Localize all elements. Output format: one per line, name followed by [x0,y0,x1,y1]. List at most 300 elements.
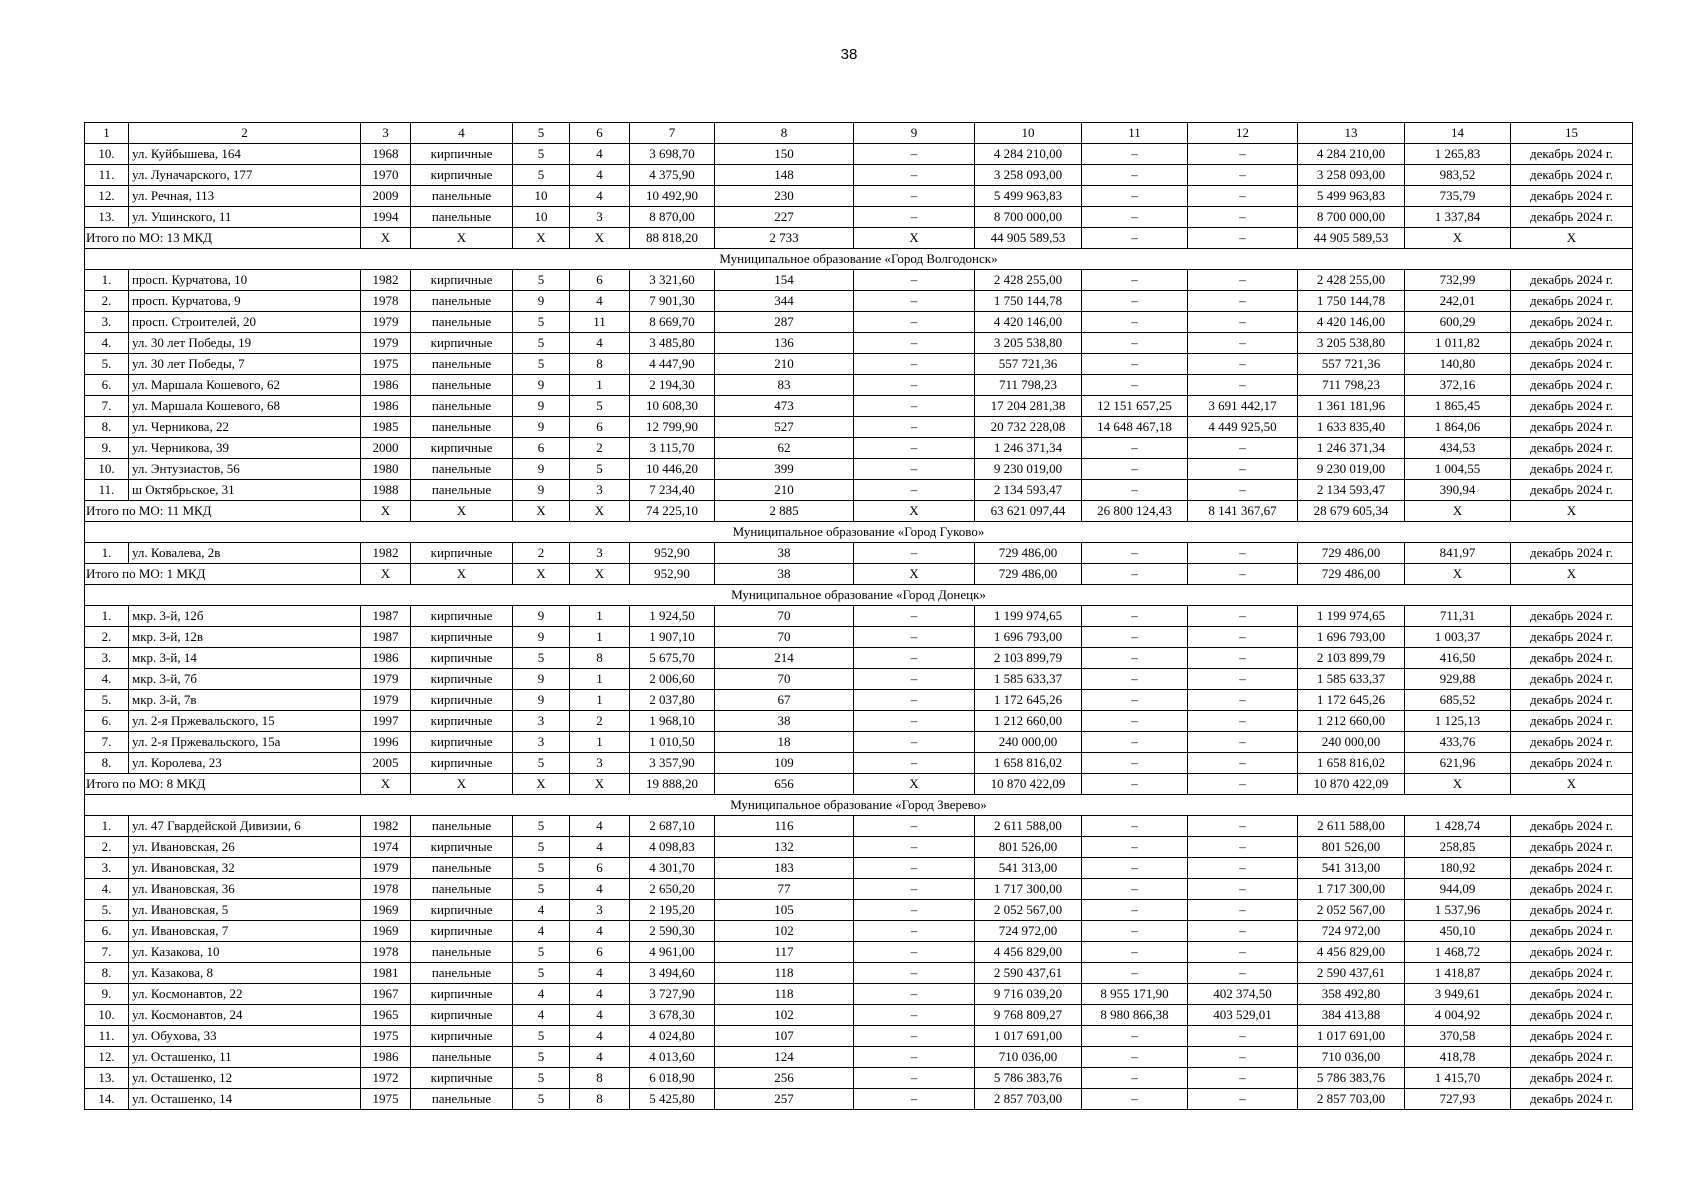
year-cell: 1986 [361,375,411,396]
total-cell: 63 621 097,44 [975,501,1082,522]
cell-11: – [1082,144,1188,165]
deadline-cell: декабрь 2024 г. [1511,942,1633,963]
floors-cell: 9 [513,627,570,648]
total-cell: 26 800 124,43 [1082,501,1188,522]
cell-9: – [854,438,975,459]
cost-per-sqm-cell: 434,53 [1405,438,1511,459]
total-cell: – [1188,228,1298,249]
cost-per-sqm-cell: 1 865,45 [1405,396,1511,417]
cell-12: 4 449 925,50 [1188,417,1298,438]
floors-cell: 4 [513,1005,570,1026]
residents-cell: 148 [715,165,854,186]
cell-13: 358 492,80 [1298,984,1405,1005]
cell-9: – [854,1005,975,1026]
total-cell: Х [361,564,411,585]
total-cell: 10 870 422,09 [1298,774,1405,795]
cost-per-sqm-cell: 370,58 [1405,1026,1511,1047]
year-cell: 1978 [361,879,411,900]
wall-material-cell: панельные [411,291,513,312]
row-number: 12. [85,186,129,207]
area-cell: 3 727,90 [630,984,715,1005]
entrances-cell: 6 [570,858,630,879]
area-cell: 2 195,20 [630,900,715,921]
cell-9: – [854,711,975,732]
cell-9: – [854,879,975,900]
section-header-row [85,522,1633,543]
cell-9: – [854,837,975,858]
cell-11: – [1082,606,1188,627]
table-row [85,459,1633,480]
table-row [85,270,1633,291]
row-number: 6. [85,921,129,942]
total-cost-cell: 2 428 255,00 [975,270,1082,291]
cell-9: – [854,627,975,648]
floors-cell: 3 [513,711,570,732]
floors-cell: 9 [513,669,570,690]
wall-material-cell: кирпичные [411,711,513,732]
wall-material-cell: кирпичные [411,1026,513,1047]
cell-13: 240 000,00 [1298,732,1405,753]
floors-cell: 5 [513,816,570,837]
entrances-cell: 3 [570,543,630,564]
cell-13: 5 499 963,83 [1298,186,1405,207]
address-cell: мкр. 3-й, 7б [129,669,361,690]
table-row [85,837,1633,858]
wall-material-cell: панельные [411,312,513,333]
cost-per-sqm-cell: 711,31 [1405,606,1511,627]
cell-12: – [1188,438,1298,459]
cell-9: – [854,207,975,228]
year-cell: 1982 [361,270,411,291]
cell-13: 2 857 703,00 [1298,1089,1405,1110]
wall-material-cell: кирпичные [411,165,513,186]
cell-12: – [1188,942,1298,963]
table-row [85,732,1633,753]
residents-cell: 287 [715,312,854,333]
total-cost-cell: 1 658 816,02 [975,753,1082,774]
address-cell: ул. Космонавтов, 24 [129,1005,361,1026]
address-cell: мкр. 3-й, 12б [129,606,361,627]
cost-per-sqm-cell: 433,76 [1405,732,1511,753]
cell-9: – [854,543,975,564]
row-number: 3. [85,858,129,879]
total-cell: Х [570,501,630,522]
wall-material-cell: панельные [411,459,513,480]
cost-per-sqm-cell: 1 265,83 [1405,144,1511,165]
cell-11: – [1082,732,1188,753]
table-row [85,1005,1633,1026]
cost-per-sqm-cell: 621,96 [1405,753,1511,774]
table-row [85,942,1633,963]
total-cell: 952,90 [630,564,715,585]
deadline-cell: декабрь 2024 г. [1511,396,1633,417]
cost-per-sqm-cell: 727,93 [1405,1089,1511,1110]
deadline-cell: декабрь 2024 г. [1511,921,1633,942]
cell-12: – [1188,732,1298,753]
cell-13: 4 420 146,00 [1298,312,1405,333]
cost-per-sqm-cell: 1 337,84 [1405,207,1511,228]
deadline-cell: декабрь 2024 г. [1511,690,1633,711]
year-cell: 1975 [361,354,411,375]
header-cell: 8 [715,123,854,144]
cost-per-sqm-cell: 929,88 [1405,669,1511,690]
wall-material-cell: кирпичные [411,438,513,459]
cell-12: – [1188,270,1298,291]
cost-per-sqm-cell: 1 428,74 [1405,816,1511,837]
total-cell: – [1188,564,1298,585]
cell-11: – [1082,333,1188,354]
table-row [85,627,1633,648]
cell-13: 2 103 899,79 [1298,648,1405,669]
entrances-cell: 5 [570,396,630,417]
deadline-cell: декабрь 2024 г. [1511,879,1633,900]
wall-material-cell: панельные [411,207,513,228]
deadline-cell: декабрь 2024 г. [1511,291,1633,312]
cost-per-sqm-cell: 1 537,96 [1405,900,1511,921]
total-cell: Х [854,228,975,249]
floors-cell: 3 [513,732,570,753]
entrances-cell: 4 [570,1005,630,1026]
section-header-row [85,795,1633,816]
entrances-cell: 4 [570,1047,630,1068]
year-cell: 1987 [361,606,411,627]
cost-per-sqm-cell: 983,52 [1405,165,1511,186]
wall-material-cell: панельные [411,396,513,417]
total-cost-cell: 20 732 228,08 [975,417,1082,438]
cell-13: 3 258 093,00 [1298,165,1405,186]
table-row [85,165,1633,186]
total-cell: Х [361,228,411,249]
wall-material-cell: кирпичные [411,270,513,291]
row-number: 7. [85,942,129,963]
table-row [85,858,1633,879]
wall-material-cell: кирпичные [411,921,513,942]
total-cell: Х [361,501,411,522]
residents-cell: 154 [715,270,854,291]
cost-per-sqm-cell: 4 004,92 [1405,1005,1511,1026]
residents-cell: 210 [715,354,854,375]
wall-material-cell: панельные [411,354,513,375]
residents-cell: 38 [715,543,854,564]
total-cell: 2 885 [715,501,854,522]
cell-12: 403 529,01 [1188,1005,1298,1026]
cost-per-sqm-cell: 1 418,87 [1405,963,1511,984]
cell-9: – [854,375,975,396]
deadline-cell: декабрь 2024 г. [1511,165,1633,186]
table-row [85,543,1633,564]
entrances-cell: 8 [570,648,630,669]
address-cell: ул. 30 лет Победы, 7 [129,354,361,375]
deadline-cell: декабрь 2024 г. [1511,144,1633,165]
cost-per-sqm-cell: 258,85 [1405,837,1511,858]
table-row [85,1026,1633,1047]
entrances-cell: 6 [570,270,630,291]
cost-per-sqm-cell: 180,92 [1405,858,1511,879]
cell-12: – [1188,879,1298,900]
section-title: Муниципальное образование «Город Донецк» [85,585,1633,606]
cost-per-sqm-cell: 732,99 [1405,270,1511,291]
total-cost-cell: 724 972,00 [975,921,1082,942]
total-cell: Х [411,564,513,585]
header-cell: 3 [361,123,411,144]
total-cost-cell: 2 052 567,00 [975,900,1082,921]
cell-11: – [1082,879,1188,900]
residents-cell: 399 [715,459,854,480]
entrances-cell: 3 [570,753,630,774]
cost-per-sqm-cell: 1 468,72 [1405,942,1511,963]
wall-material-cell: кирпичные [411,1005,513,1026]
floors-cell: 9 [513,375,570,396]
entrances-cell: 4 [570,837,630,858]
total-cell: Х [1511,228,1633,249]
total-cell: 729 486,00 [1298,564,1405,585]
header-cell: 4 [411,123,513,144]
cost-per-sqm-cell: 1 864,06 [1405,417,1511,438]
total-cost-cell: 9 230 019,00 [975,459,1082,480]
table-row [85,1089,1633,1110]
cell-11: – [1082,438,1188,459]
deadline-cell: декабрь 2024 г. [1511,1026,1633,1047]
residents-cell: 344 [715,291,854,312]
section-title: Муниципальное образование «Город Волгодонск» [85,249,1633,270]
cell-11: – [1082,753,1188,774]
cost-per-sqm-cell: 600,29 [1405,312,1511,333]
table-row [85,207,1633,228]
total-cell: – [1082,228,1188,249]
area-cell: 4 301,70 [630,858,715,879]
row-number: 4. [85,879,129,900]
total-cell: 88 818,20 [630,228,715,249]
floors-cell: 5 [513,879,570,900]
cell-9: – [854,984,975,1005]
cell-12: – [1188,963,1298,984]
wall-material-cell: панельные [411,375,513,396]
total-cost-cell: 1 172 645,26 [975,690,1082,711]
header-cell: 7 [630,123,715,144]
cell-12: 402 374,50 [1188,984,1298,1005]
year-cell: 1970 [361,165,411,186]
row-number: 3. [85,648,129,669]
table-row [85,753,1633,774]
cell-13: 1 199 974,65 [1298,606,1405,627]
total-row [85,501,1633,522]
header-cell: 1 [85,123,129,144]
floors-cell: 5 [513,354,570,375]
cell-13: 2 590 437,61 [1298,963,1405,984]
total-cost-cell: 1 212 660,00 [975,711,1082,732]
deadline-cell: декабрь 2024 г. [1511,732,1633,753]
address-cell: ул. Ивановская, 36 [129,879,361,900]
table-row [85,669,1633,690]
floors-cell: 9 [513,606,570,627]
cell-11: – [1082,375,1188,396]
cell-12: – [1188,921,1298,942]
cell-12: – [1188,1026,1298,1047]
year-cell: 1981 [361,963,411,984]
entrances-cell: 5 [570,459,630,480]
row-number: 3. [85,312,129,333]
cell-12: 3 691 442,17 [1188,396,1298,417]
cell-13: 1 633 835,40 [1298,417,1405,438]
area-cell: 952,90 [630,543,715,564]
total-cost-cell: 729 486,00 [975,543,1082,564]
wall-material-cell: панельные [411,1089,513,1110]
residents-cell: 473 [715,396,854,417]
wall-material-cell: кирпичные [411,606,513,627]
deadline-cell: декабрь 2024 г. [1511,1047,1633,1068]
header-cell: 13 [1298,123,1405,144]
area-cell: 4 447,90 [630,354,715,375]
cell-9: – [854,354,975,375]
section-title: Муниципальное образование «Город Гуково» [85,522,1633,543]
cell-13: 384 413,88 [1298,1005,1405,1026]
wall-material-cell: панельные [411,186,513,207]
entrances-cell: 4 [570,963,630,984]
residents-cell: 83 [715,375,854,396]
cell-9: – [854,165,975,186]
address-cell: просп. Курчатова, 9 [129,291,361,312]
row-number: 10. [85,459,129,480]
cell-9: – [854,186,975,207]
address-cell: ул. 2-я Пржевальского, 15а [129,732,361,753]
address-cell: ул. Черникова, 39 [129,438,361,459]
area-cell: 12 799,90 [630,417,715,438]
floors-cell: 5 [513,333,570,354]
total-cost-cell: 1 017 691,00 [975,1026,1082,1047]
residents-cell: 132 [715,837,854,858]
address-cell: ул. Королева, 23 [129,753,361,774]
header-cell: 14 [1405,123,1511,144]
total-cost-cell: 2 857 703,00 [975,1089,1082,1110]
cell-9: – [854,333,975,354]
table-row [85,480,1633,501]
floors-cell: 10 [513,186,570,207]
address-cell: ш Октябрьское, 31 [129,480,361,501]
total-row [85,228,1633,249]
year-cell: 1986 [361,396,411,417]
total-cost-cell: 8 700 000,00 [975,207,1082,228]
year-cell: 1968 [361,144,411,165]
cell-9: – [854,690,975,711]
total-cost-cell: 557 721,36 [975,354,1082,375]
cell-12: – [1188,207,1298,228]
page-number: 38 [840,46,858,63]
floors-cell: 9 [513,396,570,417]
year-cell: 1988 [361,480,411,501]
residents-cell: 117 [715,942,854,963]
total-cell: Х [854,774,975,795]
cell-13: 8 700 000,00 [1298,207,1405,228]
year-cell: 1986 [361,648,411,669]
area-cell: 3 678,30 [630,1005,715,1026]
residents-cell: 527 [715,417,854,438]
header-cell: 15 [1511,123,1633,144]
area-cell: 4 098,83 [630,837,715,858]
year-cell: 1985 [361,417,411,438]
deadline-cell: декабрь 2024 г. [1511,312,1633,333]
address-cell: ул. Осташенко, 12 [129,1068,361,1089]
cell-9: – [854,900,975,921]
area-cell: 2 194,30 [630,375,715,396]
deadline-cell: декабрь 2024 г. [1511,627,1633,648]
year-cell: 1980 [361,459,411,480]
table-row [85,606,1633,627]
cell-12: – [1188,165,1298,186]
entrances-cell: 8 [570,1068,630,1089]
row-number: 13. [85,1068,129,1089]
total-cell: – [1082,774,1188,795]
cell-9: – [854,816,975,837]
deadline-cell: декабрь 2024 г. [1511,1089,1633,1110]
area-cell: 3 115,70 [630,438,715,459]
entrances-cell: 2 [570,438,630,459]
total-cost-cell: 3 258 093,00 [975,165,1082,186]
wall-material-cell: кирпичные [411,690,513,711]
entrances-cell: 4 [570,984,630,1005]
cell-9: – [854,963,975,984]
deadline-cell: декабрь 2024 г. [1511,837,1633,858]
year-cell: 1979 [361,669,411,690]
cost-per-sqm-cell: 685,52 [1405,690,1511,711]
total-cost-cell: 2 611 588,00 [975,816,1082,837]
row-number: 6. [85,711,129,732]
cell-9: – [854,270,975,291]
row-number: 9. [85,984,129,1005]
year-cell: 2000 [361,438,411,459]
year-cell: 1972 [361,1068,411,1089]
year-cell: 1969 [361,900,411,921]
cell-13: 1 172 645,26 [1298,690,1405,711]
residents-cell: 214 [715,648,854,669]
row-number: 1. [85,270,129,291]
total-cost-cell: 1 696 793,00 [975,627,1082,648]
cell-13: 2 134 593,47 [1298,480,1405,501]
address-cell: ул. Ивановская, 5 [129,900,361,921]
cell-13: 1 361 181,96 [1298,396,1405,417]
area-cell: 4 375,90 [630,165,715,186]
cell-11: 12 151 657,25 [1082,396,1188,417]
wall-material-cell: панельные [411,417,513,438]
area-cell: 6 018,90 [630,1068,715,1089]
row-number: 2. [85,837,129,858]
residents-cell: 107 [715,1026,854,1047]
wall-material-cell: кирпичные [411,648,513,669]
address-cell: ул. Ковалева, 2в [129,543,361,564]
year-cell: 1978 [361,291,411,312]
cell-11: – [1082,1026,1188,1047]
cost-per-sqm-cell: 3 949,61 [1405,984,1511,1005]
cell-13: 2 428 255,00 [1298,270,1405,291]
total-cost-cell: 1 199 974,65 [975,606,1082,627]
cell-12: – [1188,144,1298,165]
total-cell: 656 [715,774,854,795]
floors-cell: 5 [513,165,570,186]
entrances-cell: 8 [570,354,630,375]
deadline-cell: декабрь 2024 г. [1511,459,1633,480]
deadline-cell: декабрь 2024 г. [1511,816,1633,837]
entrances-cell: 2 [570,711,630,732]
cell-13: 2 052 567,00 [1298,900,1405,921]
residents-cell: 118 [715,963,854,984]
row-number: 1. [85,543,129,564]
cell-12: – [1188,648,1298,669]
row-number: 12. [85,1047,129,1068]
total-cell: 2 733 [715,228,854,249]
wall-material-cell: панельные [411,1047,513,1068]
row-number: 2. [85,291,129,312]
cost-per-sqm-cell: 390,94 [1405,480,1511,501]
residents-cell: 102 [715,921,854,942]
